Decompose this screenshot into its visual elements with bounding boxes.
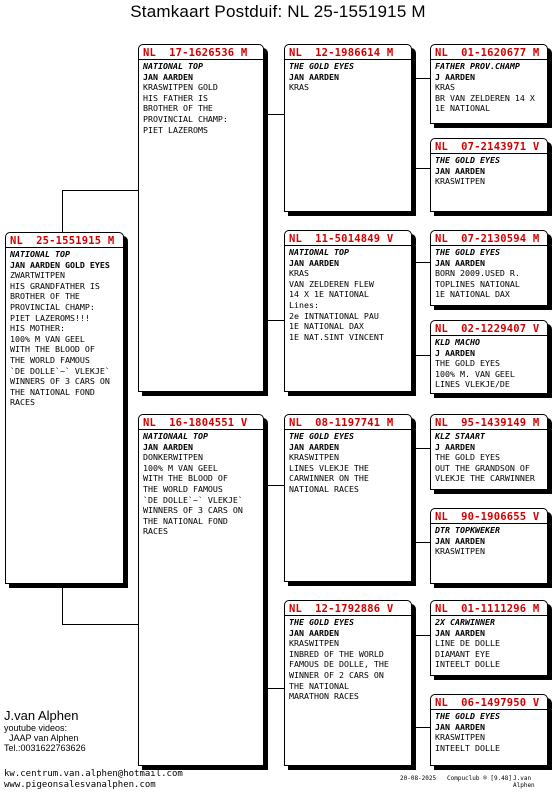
pigeon-name: FATHER PROV.CHAMP bbox=[435, 61, 520, 71]
pedigree-line: THE WORLD FAMOUS bbox=[10, 354, 90, 365]
pigeon-name: THE GOLD EYES bbox=[289, 61, 354, 71]
pigeon-card-mfm bbox=[430, 508, 548, 584]
connector-line bbox=[412, 448, 430, 449]
pigeon-card-fm bbox=[284, 230, 412, 392]
pedigree-line: 100% M VAN GEEL bbox=[143, 462, 218, 473]
pedigree-line: PIET LAZEROMS!!! bbox=[10, 312, 90, 323]
connector-line bbox=[412, 262, 430, 263]
pedigree-line: THE NATIONAL FOND bbox=[10, 386, 95, 397]
breeder-name: JAN AARDEN bbox=[289, 627, 339, 638]
connector-line bbox=[264, 485, 284, 486]
pedigree-line: THE NATIONAL bbox=[289, 680, 349, 691]
pigeon-name: 2X CARWINNER bbox=[435, 617, 495, 627]
pedigree-line: HIS FATHER IS bbox=[143, 92, 208, 103]
pedigree-line: PIET LAZEROMS bbox=[143, 124, 208, 135]
pedigree-line: OUT THE GRANDSON OF bbox=[435, 462, 530, 473]
connector-line bbox=[412, 727, 430, 728]
ring-number: NL 11-5014849 V bbox=[289, 233, 394, 245]
ring-number: NL 16-1804551 V bbox=[143, 417, 248, 429]
connector-line bbox=[62, 584, 63, 624]
footer-author: J.van Alphen bbox=[513, 775, 535, 789]
pedigree-line: THE NATIONAL FOND bbox=[143, 515, 228, 526]
pedigree-line: `DE DOLLE`~` VLEKJE` bbox=[10, 365, 110, 376]
connector-line bbox=[62, 190, 63, 232]
pedigree-line: WINNERS OF 3 CARS ON bbox=[143, 505, 243, 516]
pedigree-line: WINNER OF 2 CARS ON bbox=[289, 669, 384, 680]
pedigree-line: RACES bbox=[143, 526, 168, 537]
footer-program: Compuclub ® [9.48] bbox=[447, 775, 513, 782]
ring-number: NL 07-2130594 M bbox=[435, 233, 540, 245]
connector-line bbox=[412, 78, 430, 79]
connector-line bbox=[62, 190, 138, 191]
contact-block bbox=[4, 769, 183, 791]
pedigree-line: PROVINCIAL CHAMP: bbox=[143, 113, 228, 124]
pigeon-card-mother bbox=[138, 414, 264, 766]
ring-number: NL 12-1986614 M bbox=[289, 47, 394, 59]
pigeon-name: NATIONAL TOP bbox=[10, 249, 70, 259]
pedigree-line: HIS GRANDFATHER IS bbox=[10, 280, 100, 291]
pedigree-line: DONKERWITPEN bbox=[143, 452, 203, 463]
breeder-name: JAN AARDEN bbox=[435, 257, 485, 268]
pigeon-card-mmm bbox=[430, 694, 548, 766]
ring-number: NL 95-1439149 M bbox=[435, 417, 540, 429]
breeder-name: JAN AARDEN bbox=[435, 165, 485, 176]
breeder-name: J AARDEN bbox=[435, 441, 475, 452]
pedigree-line: DIAMANT EYE bbox=[435, 648, 490, 659]
pedigree-line: ZWARTWITPEN bbox=[10, 270, 65, 281]
connector-line bbox=[62, 624, 138, 625]
pedigree-line: `DE DOLLE`~` VLEKJE` bbox=[143, 494, 243, 505]
pigeon-name: KLZ STAART bbox=[435, 431, 485, 441]
pedigree-line: VAN ZELDEREN FLEW bbox=[289, 278, 374, 289]
pedigree-line: INBRED OF THE WORLD bbox=[289, 648, 384, 659]
ring-number: NL 08-1197741 M bbox=[289, 417, 394, 429]
breeder-name: JAN AARDEN bbox=[289, 441, 339, 452]
pigeon-name: THE GOLD EYES bbox=[435, 247, 500, 257]
owner-block bbox=[4, 708, 86, 753]
pigeon-card-mf bbox=[284, 414, 412, 582]
pedigree-line: THE WORLD FAMOUS bbox=[143, 483, 223, 494]
ring-number: NL 12-1792886 V bbox=[289, 603, 394, 615]
pedigree-line: WINNERS OF 3 CARS ON bbox=[10, 376, 110, 387]
breeder-name: J AARDEN bbox=[435, 71, 475, 82]
pedigree-line: KRASWITPEN bbox=[435, 546, 485, 557]
pedigree-line: INTEELT DOLLE bbox=[435, 742, 500, 753]
pedigree-line: THE GOLD EYES bbox=[435, 358, 500, 369]
contact-website[interactable]: www.pigeonsalesvanalphen.com bbox=[4, 780, 156, 790]
breeder-name: JAN AARDEN bbox=[435, 627, 485, 638]
pigeon-name: NATIONAL TOP bbox=[289, 247, 349, 257]
owner-line: JAAP van Alphen bbox=[4, 733, 79, 743]
pedigree-line: LINE DE DOLLE bbox=[435, 638, 500, 649]
pedigree-line: 1E NATIONAL bbox=[435, 103, 490, 114]
pigeon-name: THE GOLD EYES bbox=[289, 617, 354, 627]
connector-line bbox=[412, 635, 430, 636]
ring-number: NL 90-1906655 V bbox=[435, 511, 540, 523]
owner-line: youtube videos: bbox=[4, 723, 68, 733]
owner-phone: Tel.:0031622763626 bbox=[4, 743, 86, 753]
pigeon-card-mmf bbox=[430, 600, 548, 676]
pigeon-name: DTR TOPKWEKER bbox=[435, 525, 500, 535]
pedigree-line: TOPLINES NATIONAL bbox=[435, 278, 520, 289]
owner-name: J.van Alphen bbox=[4, 708, 79, 723]
pedigree-line: INTEELT DOLLE bbox=[435, 659, 500, 670]
pedigree-line: 1E NATIONAL DAX bbox=[289, 321, 364, 332]
pedigree-line: 2e INTNATIONAL PAU bbox=[289, 310, 379, 321]
breeder-name: JAN AARDEN bbox=[435, 535, 485, 546]
pedigree-line: BROTHER OF THE bbox=[10, 291, 80, 302]
pedigree-line: PROVINCIAL CHAMP: bbox=[10, 301, 95, 312]
ring-number: NL 01-1620677 M bbox=[435, 47, 540, 59]
pigeon-name: THE GOLD EYES bbox=[435, 155, 500, 165]
ring-number: NL 07-2143971 V bbox=[435, 141, 540, 153]
breeder-name: J AARDEN bbox=[435, 347, 475, 358]
breeder-name: JAN AARDEN bbox=[289, 257, 339, 268]
pedigree-line: BROTHER OF THE bbox=[143, 103, 213, 114]
connector-line bbox=[412, 542, 430, 543]
pedigree-line: KRASWITPEN GOLD bbox=[143, 82, 218, 93]
pedigree-line: WITH THE BLOOD OF bbox=[10, 344, 95, 355]
pigeon-name: NATIONAAL TOP bbox=[143, 431, 208, 441]
pedigree-line: KRASWITPEN bbox=[435, 176, 485, 187]
footer-date: 20-08-2025 bbox=[400, 775, 437, 782]
pedigree-line: 14 X 1E NATIONAL bbox=[289, 289, 369, 300]
pedigree-line: CARWINNER ON THE bbox=[289, 473, 369, 484]
pedigree-line: FAMOUS DE DOLLE, THE bbox=[289, 659, 389, 670]
ring-number: NL 01-1111296 M bbox=[435, 603, 540, 615]
pigeon-card-mff bbox=[430, 414, 548, 490]
pedigree-line: HIS MOTHER: bbox=[10, 323, 65, 334]
pedigree-line: 1E NAT.SINT VINCENT bbox=[289, 331, 384, 342]
pedigree-line: VLEKJE THE CARWINNER bbox=[435, 473, 535, 484]
ring-number: NL 25-1551915 M bbox=[10, 235, 115, 247]
pedigree-line: LINES VLEKJE/DE bbox=[435, 379, 510, 390]
contact-email[interactable]: kw.centrum.van.alphen@hotmail.com bbox=[4, 769, 183, 779]
pigeon-name: THE GOLD EYES bbox=[289, 431, 354, 441]
breeder-name: JAN AARDEN bbox=[435, 721, 485, 732]
pigeon-card-father bbox=[138, 44, 264, 392]
pedigree-line: KRAS bbox=[289, 82, 309, 93]
pedigree-line: THE GOLD EYES bbox=[435, 452, 500, 463]
connector-line bbox=[264, 320, 284, 321]
breeder-name: JAN AARDEN bbox=[143, 71, 193, 82]
pigeon-name: KLD MACHO bbox=[435, 337, 480, 347]
pigeon-name: NATIONAL TOP bbox=[143, 61, 203, 71]
pedigree-line: MARATHON RACES bbox=[289, 691, 359, 702]
pedigree-line: BORN 2009.USED R. bbox=[435, 268, 520, 279]
connector-line bbox=[412, 168, 430, 169]
pedigree-line: 100% M. VAN GEEL bbox=[435, 368, 515, 379]
pigeon-card-ff bbox=[284, 44, 412, 212]
breeder-name: JAN AARDEN GOLD EYES bbox=[10, 259, 110, 270]
pedigree-line: Lines: bbox=[289, 299, 319, 310]
connector-line bbox=[412, 355, 430, 356]
breeder-name: JAN AARDEN bbox=[289, 71, 339, 82]
connector-line bbox=[264, 688, 284, 689]
pedigree-line: 100% M VAN GEEL bbox=[10, 333, 85, 344]
pedigree-line: 1E NATIONAL DAX bbox=[435, 289, 510, 300]
ring-number: NL 06-1497950 V bbox=[435, 697, 540, 709]
pedigree-line: LINES VLEKJE THE bbox=[289, 462, 369, 473]
pigeon-card-subject bbox=[5, 232, 124, 584]
pigeon-card-fff bbox=[430, 44, 548, 124]
pigeon-card-ffm bbox=[430, 138, 548, 212]
ring-number: NL 17-1626536 M bbox=[143, 47, 248, 59]
ring-number: NL 02-1229407 V bbox=[435, 323, 540, 335]
pigeon-card-mm bbox=[284, 600, 412, 766]
pedigree-line: WITH THE BLOOD OF bbox=[143, 473, 228, 484]
pedigree-line: KRASWITPEN bbox=[289, 452, 339, 463]
pedigree-line: KRAS bbox=[435, 82, 455, 93]
pedigree-line: KRASWITPEN bbox=[435, 732, 485, 743]
pedigree-line: RACES bbox=[10, 397, 35, 408]
pedigree-line: BR VAN ZELDEREN 14 X bbox=[435, 92, 535, 103]
connector-line bbox=[264, 114, 284, 115]
pigeon-card-fmf bbox=[430, 230, 548, 306]
page-title: Stamkaart Postduif: NL 25-1551915 M bbox=[130, 2, 426, 21]
pigeon-name: THE GOLD EYES bbox=[435, 711, 500, 721]
pedigree-line: KRAS bbox=[289, 268, 309, 279]
pigeon-card-fmm bbox=[430, 320, 548, 394]
pedigree-line: KRASWITPEN bbox=[289, 638, 339, 649]
breeder-name: JAN AARDEN bbox=[143, 441, 193, 452]
pedigree-line: NATIONAL RACES bbox=[289, 483, 359, 494]
